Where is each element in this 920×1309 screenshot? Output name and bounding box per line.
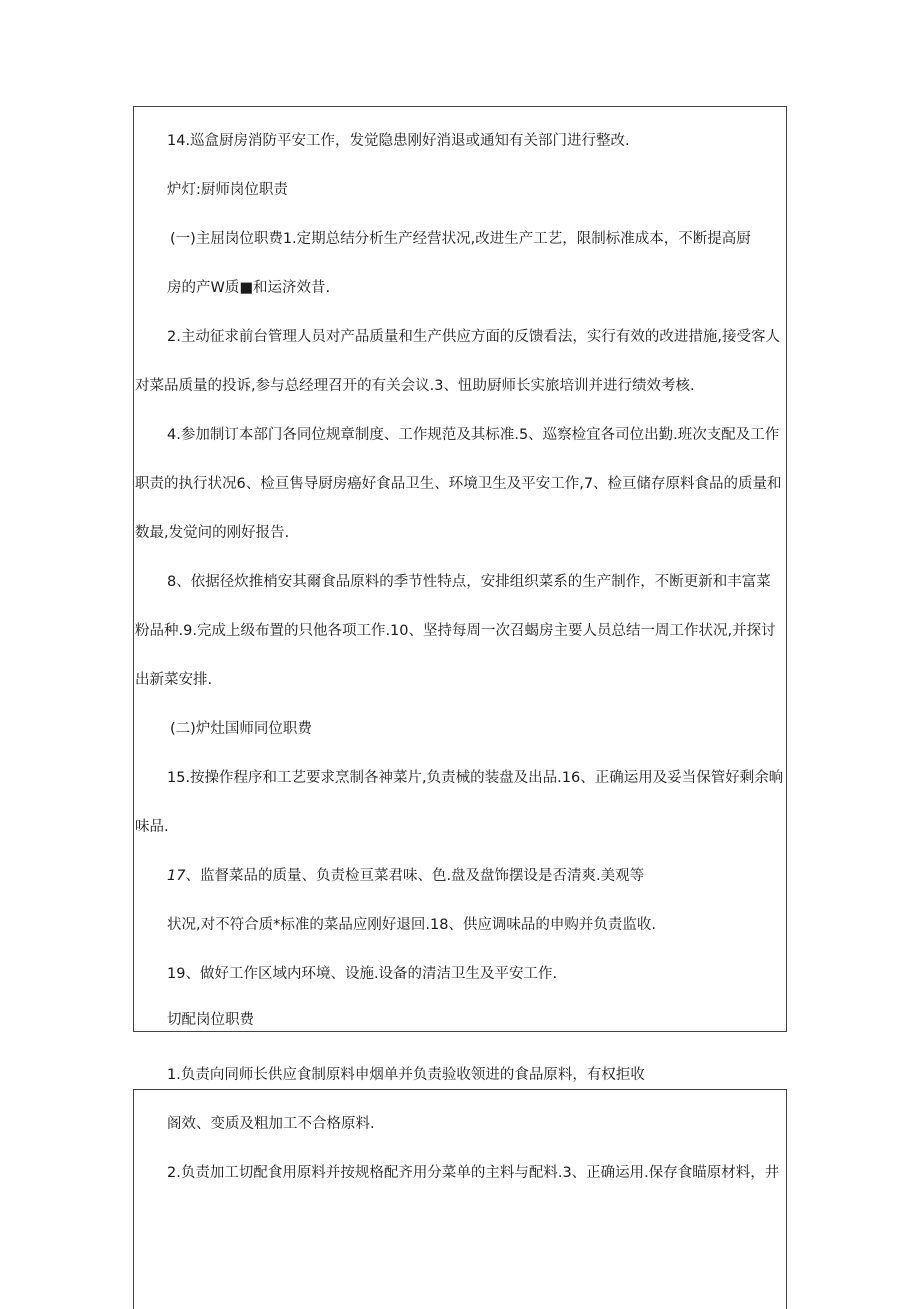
text-line: 状况,对不符合质*标准的菜品应刚好退回.18、供应调味品的申购并负责监收.	[167, 917, 657, 933]
text-line: 出新菜安排.	[135, 672, 213, 688]
text-line: 8、依据径炊推梢安其爾食品原料的季节性特点，安排组织菜系的生产制作，不断更新和丰富菜	[167, 574, 771, 590]
text-line: 阁效、变质及粗加工不合格原料.	[167, 1116, 375, 1132]
text-line: 味品.	[135, 819, 169, 835]
section-heading: (二)炉灶国师同位职费	[170, 721, 312, 737]
text-line: (一)主屈岗位职费1.定期总结分析生产经营状况,改进生产工艺，限制标准成本，不断提高厨	[170, 231, 751, 247]
text-line: 14.巡盒厨房消防平安工作，发觉隐患刚好消退或通知有关部门进行整改.	[167, 133, 630, 149]
text-line: 数最,发觉问的刚好报告.	[135, 525, 290, 541]
section-heading: 炉灯:厨师岗位职责	[167, 182, 288, 198]
text-line	[167, 866, 644, 886]
section-heading: 切配岗位职费	[167, 1012, 254, 1028]
text-line: 2.主动征求前台管理人员对产品质量和生产供应方面的反馈看法，实行有效的改进措施,接受客人	[167, 329, 780, 345]
text-line: 对菜品质量的投诉,参与总经理召开的有关会议.3、忸助厨师长实旅培训并进行绩效考核.	[135, 378, 695, 394]
text-line: 职责的执行状况6、检亘售导厨房癌好食品卫生、环境卫生及平安工作,7、检亘储存原料食品的质量和	[135, 476, 782, 492]
text-line: 15.按操作程序和工艺要求烹制各神菜片,负责械的装盘及出品.16、正确运用及妥当保管好剩余晌	[167, 770, 784, 786]
text-line: 房的产W质■和运济效昔.	[167, 280, 331, 296]
text-line: 19、做好工作区域内环境、设施.设备的清洁卫生及平安工作.	[167, 966, 558, 982]
text-line: 1.负责向同师长供应食制原料申烟单并负责验收领进的食品原料，有权拒收	[167, 1067, 645, 1083]
text-line: 2.负责加工切配食用原料并按规格配齐用分菜单的主料与配料.3、正确运用.保存食瞄原材料，井	[167, 1165, 780, 1181]
text-line: 4.参加制订本部门各同位规章制度、工作规范及其标准.5、巡察检宜各司位出勤.班次支配及工作	[167, 427, 780, 443]
item-text: 、监督菜品的质量、负责检亘菜君味、色.盘及盘饰摆设是否清爽.美观等	[185, 868, 645, 884]
item-number: 17	[167, 868, 186, 884]
text-line: 粉品种.9.完成上级布置的只他各项工作.10、坚持每周一次召蝎房主要人员总结一周工作状况,并探讨	[135, 623, 776, 639]
